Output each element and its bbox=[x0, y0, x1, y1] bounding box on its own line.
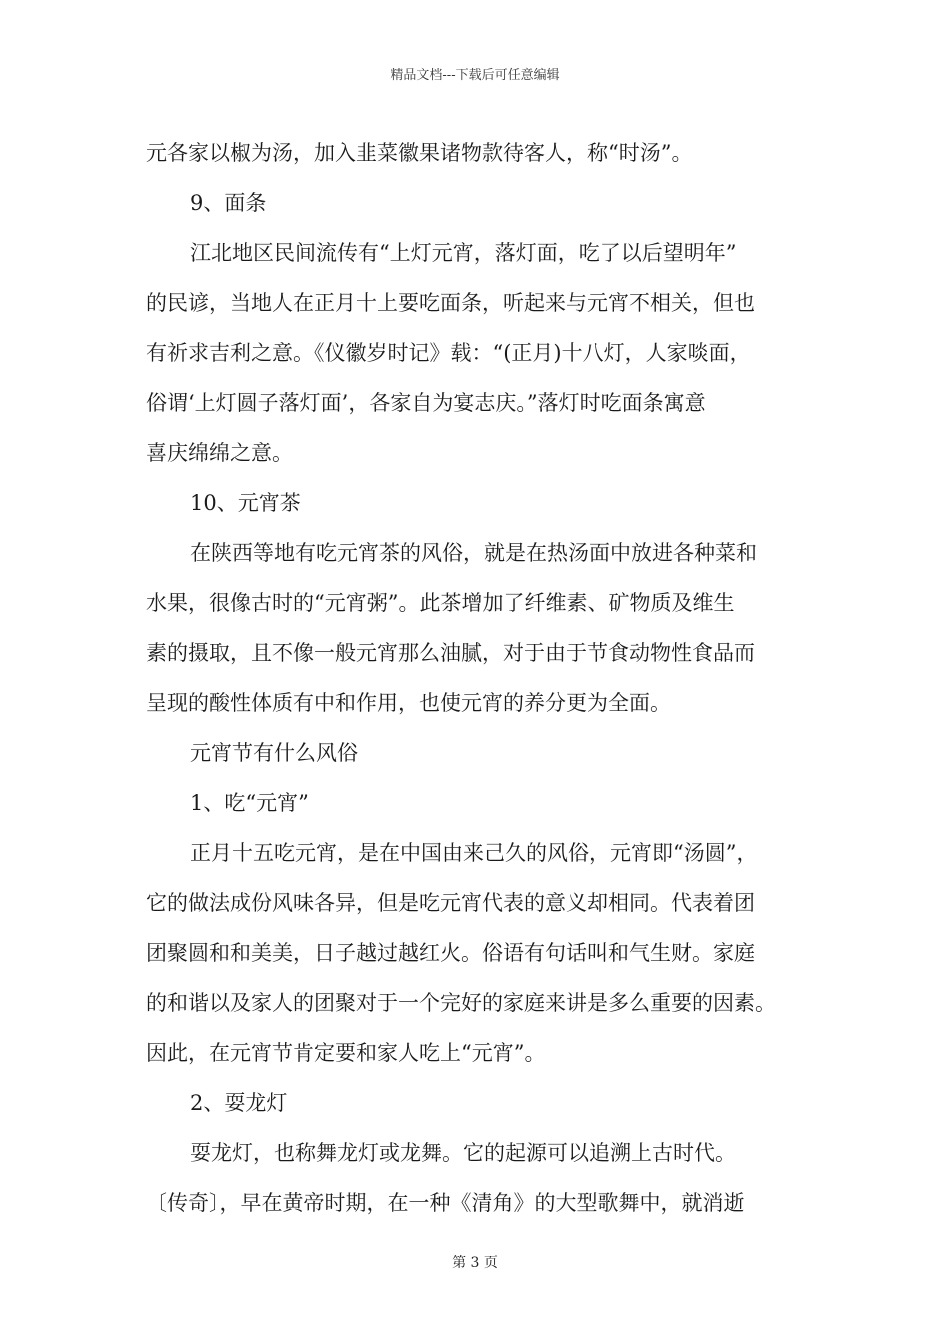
text-line: 因此，在元宵节肯定要和家人吃上“元宵”。 bbox=[146, 1041, 546, 1065]
text-line: 俗谓‘上灯圆子落灯面’，各家自为宴志庆。”落灯时吃面条寓意 bbox=[146, 391, 706, 415]
text-line: 喜庆绵绵之意。 bbox=[146, 441, 293, 465]
text-line: 〔传奇〕，早在黄帝时期，在一种《清角》的大型歌舞中，就消逝 bbox=[146, 1191, 745, 1215]
text-line: 的民谚，当地人在正月十上要吃面条，听起来与元宵不相关，但也 bbox=[146, 291, 755, 315]
text-line: 在陕西等地有吃元宵茶的风俗，就是在热汤面中放进各种菜和 bbox=[190, 541, 757, 565]
text-line: 团聚圆和和美美，日子越过越红火。俗语有句话叫和气生财。家庭 bbox=[146, 941, 755, 965]
text-line: 水果，很像古时的“元宵粥”。此茶增加了纤维素、矿物质及维生 bbox=[146, 591, 735, 615]
section-heading-noodles: 9、面条 bbox=[190, 191, 267, 215]
page-header: 精品文档---下载后可任意编辑 bbox=[390, 68, 560, 83]
text-line: 正月十五吃元宵，是在中国由来己久的风俗，元宵即“汤圆”， bbox=[190, 841, 758, 865]
section-heading-eat-yuanxiao: 1、吃“元宵” bbox=[190, 791, 309, 815]
section-heading-yuanxiao-tea: 10、元宵茶 bbox=[190, 491, 301, 515]
page-number: 第 3 页 bbox=[452, 1255, 498, 1271]
text-line: 耍龙灯，也称舞龙灯或龙舞。它的起源可以追溯上古时代。 bbox=[190, 1141, 736, 1165]
text-line: 有祈求吉利之意。《仪徽岁时记》载：“(正月)十八灯，人家啖面， bbox=[146, 341, 751, 365]
text-line: 素的摄取，且不像一般元宵那么油腻，对于由于节食动物性食品而 bbox=[146, 641, 755, 665]
text-line: 呈现的酸性体质有中和作用，也使元宵的养分更为全面。 bbox=[146, 691, 671, 715]
section-heading-customs: 元宵节有什么风俗 bbox=[190, 741, 358, 765]
text-line: 江北地区民间流传有“上灯元宵，落灯面，吃了以后望明年” bbox=[190, 241, 737, 265]
text-line: 元各家以椒为汤，加入韭菜徽果诸物款待客人，称“时汤”。 bbox=[146, 141, 693, 165]
section-heading-dragon-lantern: 2、耍龙灯 bbox=[190, 1091, 288, 1115]
text-line: 它的做法成份风味各异，但是吃元宵代表的意义却相同。代表着团 bbox=[146, 891, 755, 915]
text-line: 的和谐以及家人的团聚对于一个完好的家庭来讲是多么重要的因素。 bbox=[146, 991, 776, 1015]
document-body bbox=[146, 128, 826, 1228]
